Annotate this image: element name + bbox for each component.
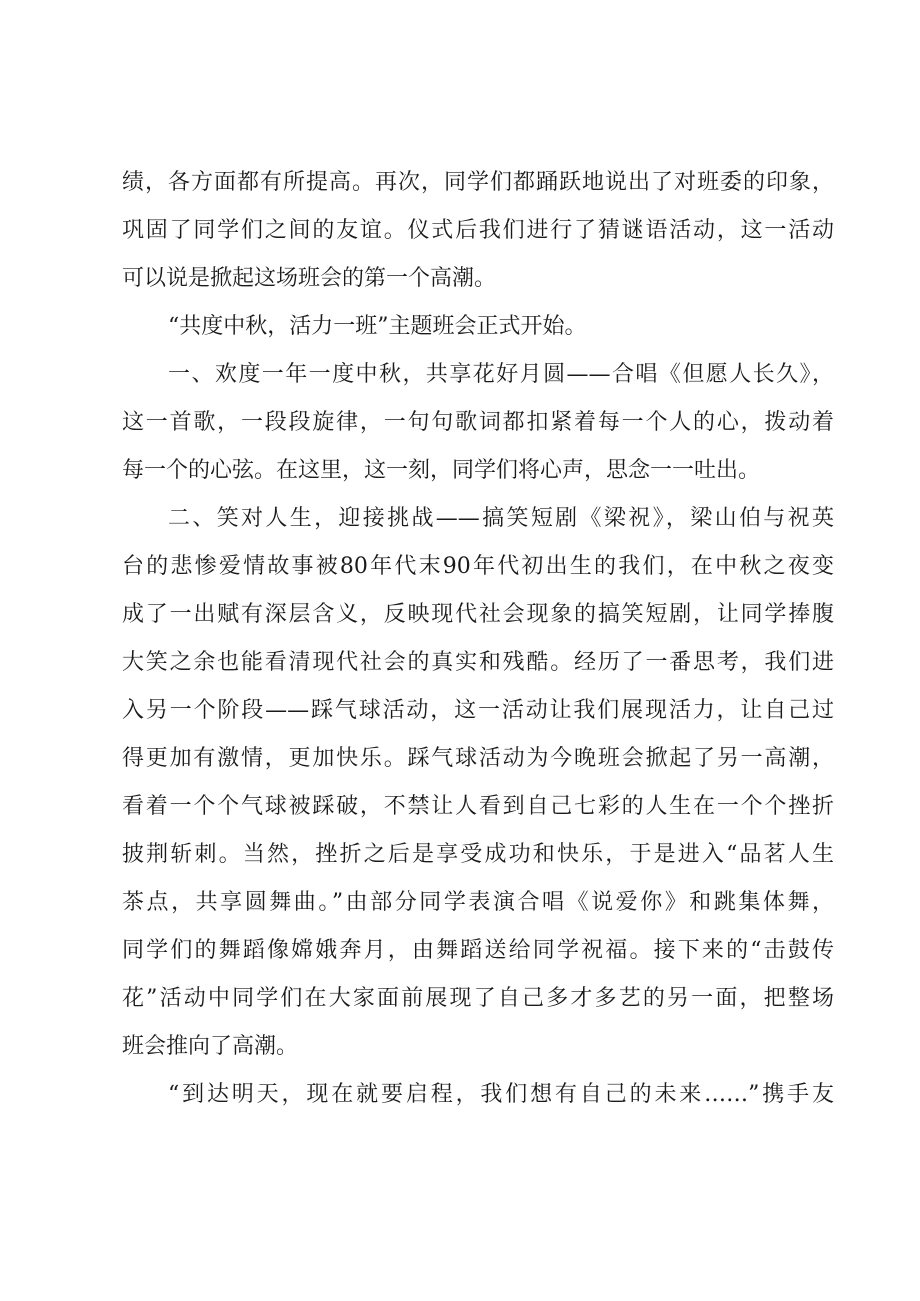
text-line-13: 得更加有激情，更加快乐。踩气球活动为今晚班会掀起了另一高潮， (122, 746, 834, 771)
text-line-9: 台的悲惨爱情故事被80年代末90年代初出生的我们，在中秋之夜变 (122, 554, 834, 579)
text-line-3: 可以说是掀起这场班会的第一个高潮。 (122, 266, 497, 291)
text-line-19: 班会推向了高潮。 (122, 1034, 299, 1059)
text-line-7: 每一个的心弦。在这里，这一刻，同学们将心声，思念一一吐出。 (122, 458, 761, 483)
text-line-16: 茶点，共享圆舞曲。”由部分同学表演合唱《说爱你》和跳集体舞， (122, 890, 834, 915)
text-line-1: 绩，各方面都有所提高。再次，同学们都踊跃地说出了对班委的印象， (122, 170, 834, 195)
text-line-14: 看着一个个气球被踩破，不禁让人看到自己七彩的人生在一个个挫折 (122, 794, 834, 819)
text-line-17: 同学们的舞蹈像嫦娥奔月，由舞蹈送给同学祝福。接下来的“击鼓传 (122, 938, 834, 963)
paragraph-start-closing: “到达明天，现在就要启程，我们想有自己的未来……”携手友 (168, 1082, 834, 1107)
paragraph-start-part-one: 一、欢度一年一度中秋，共享花好月圆——合唱《但愿人长久》， (168, 362, 834, 387)
text-line-11: 大笑之余也能看清现代社会的真实和残酷。经历了一番思考，我们进 (122, 650, 834, 675)
text-line-18: 花”活动中同学们在大家面前展现了自己多才多艺的另一面，把整场 (122, 986, 834, 1011)
paragraph-start-theme: “共度中秋，活力一班”主题班会正式开始。 (168, 314, 587, 339)
paragraph-start-part-two: 二、笑对人生，迎接挑战——搞笑短剧《梁祝》，梁山伯与祝英 (168, 506, 834, 531)
text-line-10: 成了一出赋有深层含义，反映现代社会现象的搞笑短剧，让同学捧腹 (122, 602, 834, 627)
text-line-2: 巩固了同学们之间的友谊。仪式后我们进行了猜谜语活动，这一活动 (122, 218, 834, 243)
text-line-6: 这一首歌，一段段旋律，一句句歌词都扣紧着每一个人的心，拨动着 (122, 410, 834, 435)
text-line-12: 入另一个阶段——踩气球活动，这一活动让我们展现活力，让自己过 (122, 698, 834, 723)
text-line-15: 披荆斩刺。当然，挫折之后是享受成功和快乐，于是进入“品茗人生 (122, 842, 834, 867)
